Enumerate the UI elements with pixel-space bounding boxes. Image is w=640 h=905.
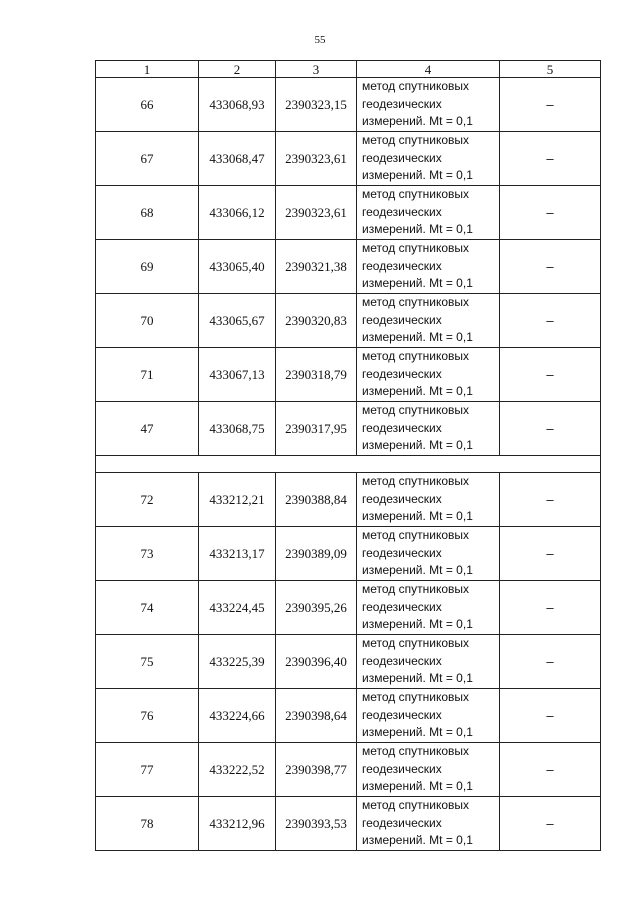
method-cell [357,348,500,402]
method-cell [357,294,500,348]
method-text-line: метод спутниковых [362,187,470,202]
method-cell [357,797,500,851]
method-text-line: метод спутниковых [362,798,470,813]
x-coordinate-cell: 433068,93 [199,78,276,132]
page-number: 55 [314,34,326,46]
y-coordinate-cell: 2390396,40 [276,635,357,689]
method-text-line: метод спутниковых [362,474,470,489]
column-header-1: 1 [96,61,199,78]
method-text-line: геодезических [362,150,442,165]
method-text-line: геодезических [362,491,442,506]
method-cell [357,132,500,186]
method-text-line: измерений. Mt = 0,1 [362,114,473,129]
accuracy-cell: – [500,348,601,402]
method-text-line: геодезических [362,204,442,219]
table-row [96,348,601,402]
x-coordinate-cell: 433224,66 [199,689,276,743]
method-text-line: геодезических [362,653,442,668]
column-header-3: 3 [276,61,357,78]
method-text-line: геодезических [362,545,442,560]
accuracy-cell: – [500,743,601,797]
method-text-line: измерений. Mt = 0,1 [362,330,473,345]
table-row [96,294,601,348]
table-row [96,473,601,527]
x-coordinate-cell: 433065,67 [199,294,276,348]
x-coordinate-cell: 433066,12 [199,186,276,240]
method-cell [357,78,500,132]
method-text-line: геодезических [362,420,442,435]
accuracy-cell: – [500,186,601,240]
method-text-line: геодезических [362,599,442,614]
table-row [96,635,601,689]
accuracy-cell: – [500,402,601,456]
point-number-cell: 66 [96,78,199,132]
table-row [96,527,601,581]
table-row [96,78,601,132]
table-row [96,186,601,240]
method-cell [357,402,500,456]
method-text-line: метод спутниковых [362,582,470,597]
method-text-line: измерений. Mt = 0,1 [362,671,473,686]
method-cell [357,581,500,635]
table-row [96,689,601,743]
accuracy-cell: – [500,689,601,743]
x-coordinate-cell: 433212,96 [199,797,276,851]
method-text-line: геодезических [362,815,442,830]
y-coordinate-cell: 2390398,64 [276,689,357,743]
method-cell [357,527,500,581]
y-coordinate-cell: 2390398,77 [276,743,357,797]
method-text-line: измерений. Mt = 0,1 [362,779,473,794]
point-number-cell: 73 [96,527,199,581]
y-coordinate-cell: 2390323,15 [276,78,357,132]
accuracy-cell: – [500,527,601,581]
method-text-line: геодезических [362,707,442,722]
point-number-cell: 69 [96,240,199,294]
table-row [96,402,601,456]
method-text-line: метод спутниковых [362,295,470,310]
method-text-line: метод спутниковых [362,528,470,543]
y-coordinate-cell: 2390321,38 [276,240,357,294]
x-coordinate-cell: 433222,52 [199,743,276,797]
point-number-cell: 78 [96,797,199,851]
method-cell [357,743,500,797]
point-number-cell: 72 [96,473,199,527]
accuracy-cell: – [500,240,601,294]
contour-separator-row [96,456,601,473]
accuracy-cell: – [500,581,601,635]
separator-cell [96,456,601,473]
column-header-5: 5 [500,61,601,78]
point-number-cell: 70 [96,294,199,348]
accuracy-cell: – [500,132,601,186]
method-text-line: измерений. Mt = 0,1 [362,276,473,291]
y-coordinate-cell: 2390393,53 [276,797,357,851]
method-cell [357,689,500,743]
y-coordinate-cell: 2390318,79 [276,348,357,402]
method-text-line: измерений. Mt = 0,1 [362,725,473,740]
method-cell [357,473,500,527]
method-text-line: метод спутниковых [362,79,470,94]
method-text-line: измерений. Mt = 0,1 [362,384,473,399]
point-number-cell: 74 [96,581,199,635]
table-header-row [96,61,601,78]
accuracy-cell: – [500,635,601,689]
method-text-line: метод спутниковых [362,744,470,759]
accuracy-cell: – [500,294,601,348]
column-header-2: 2 [199,61,276,78]
y-coordinate-cell: 2390320,83 [276,294,357,348]
method-cell [357,240,500,294]
accuracy-cell: – [500,797,601,851]
point-number-cell: 75 [96,635,199,689]
accuracy-cell: – [500,473,601,527]
x-coordinate-cell: 433068,47 [199,132,276,186]
y-coordinate-cell: 2390389,09 [276,527,357,581]
point-number-cell: 76 [96,689,199,743]
x-coordinate-cell: 433067,13 [199,348,276,402]
method-text-line: измерений. Mt = 0,1 [362,222,473,237]
table-row [96,797,601,851]
method-text-line: геодезических [362,366,442,381]
point-number-cell: 71 [96,348,199,402]
y-coordinate-cell: 2390323,61 [276,186,357,240]
method-cell [357,635,500,689]
point-number-cell: 68 [96,186,199,240]
method-text-line: измерений. Mt = 0,1 [362,168,473,183]
method-text-line: измерений. Mt = 0,1 [362,833,473,848]
method-text-line: метод спутниковых [362,241,470,256]
method-text-line: измерений. Mt = 0,1 [362,509,473,524]
x-coordinate-cell: 433224,45 [199,581,276,635]
x-coordinate-cell: 433068,75 [199,402,276,456]
table-row [96,240,601,294]
x-coordinate-cell: 433213,17 [199,527,276,581]
method-text-line: метод спутниковых [362,690,470,705]
method-text-line: геодезических [362,761,442,776]
x-coordinate-cell: 433225,39 [199,635,276,689]
method-text-line: метод спутниковых [362,349,470,364]
y-coordinate-cell: 2390388,84 [276,473,357,527]
y-coordinate-cell: 2390317,95 [276,402,357,456]
method-text-line: измерений. Mt = 0,1 [362,563,473,578]
method-text-line: измерений. Mt = 0,1 [362,438,473,453]
table-row [96,743,601,797]
column-header-4: 4 [357,61,500,78]
method-text-line: геодезических [362,96,442,111]
method-text-line: метод спутниковых [362,133,470,148]
y-coordinate-cell: 2390395,26 [276,581,357,635]
method-text-line: измерений. Mt = 0,1 [362,617,473,632]
table-row [96,132,601,186]
method-text-line: метод спутниковых [362,636,470,651]
y-coordinate-cell: 2390323,61 [276,132,357,186]
point-number-cell: 77 [96,743,199,797]
x-coordinate-cell: 433065,40 [199,240,276,294]
method-cell [357,186,500,240]
coordinates-table [95,60,601,851]
point-number-cell: 67 [96,132,199,186]
method-text-line: метод спутниковых [362,403,470,418]
method-text-line: геодезических [362,312,442,327]
point-number-cell: 47 [96,402,199,456]
method-text-line: геодезических [362,258,442,273]
x-coordinate-cell: 433212,21 [199,473,276,527]
table-row [96,581,601,635]
accuracy-cell: – [500,78,601,132]
